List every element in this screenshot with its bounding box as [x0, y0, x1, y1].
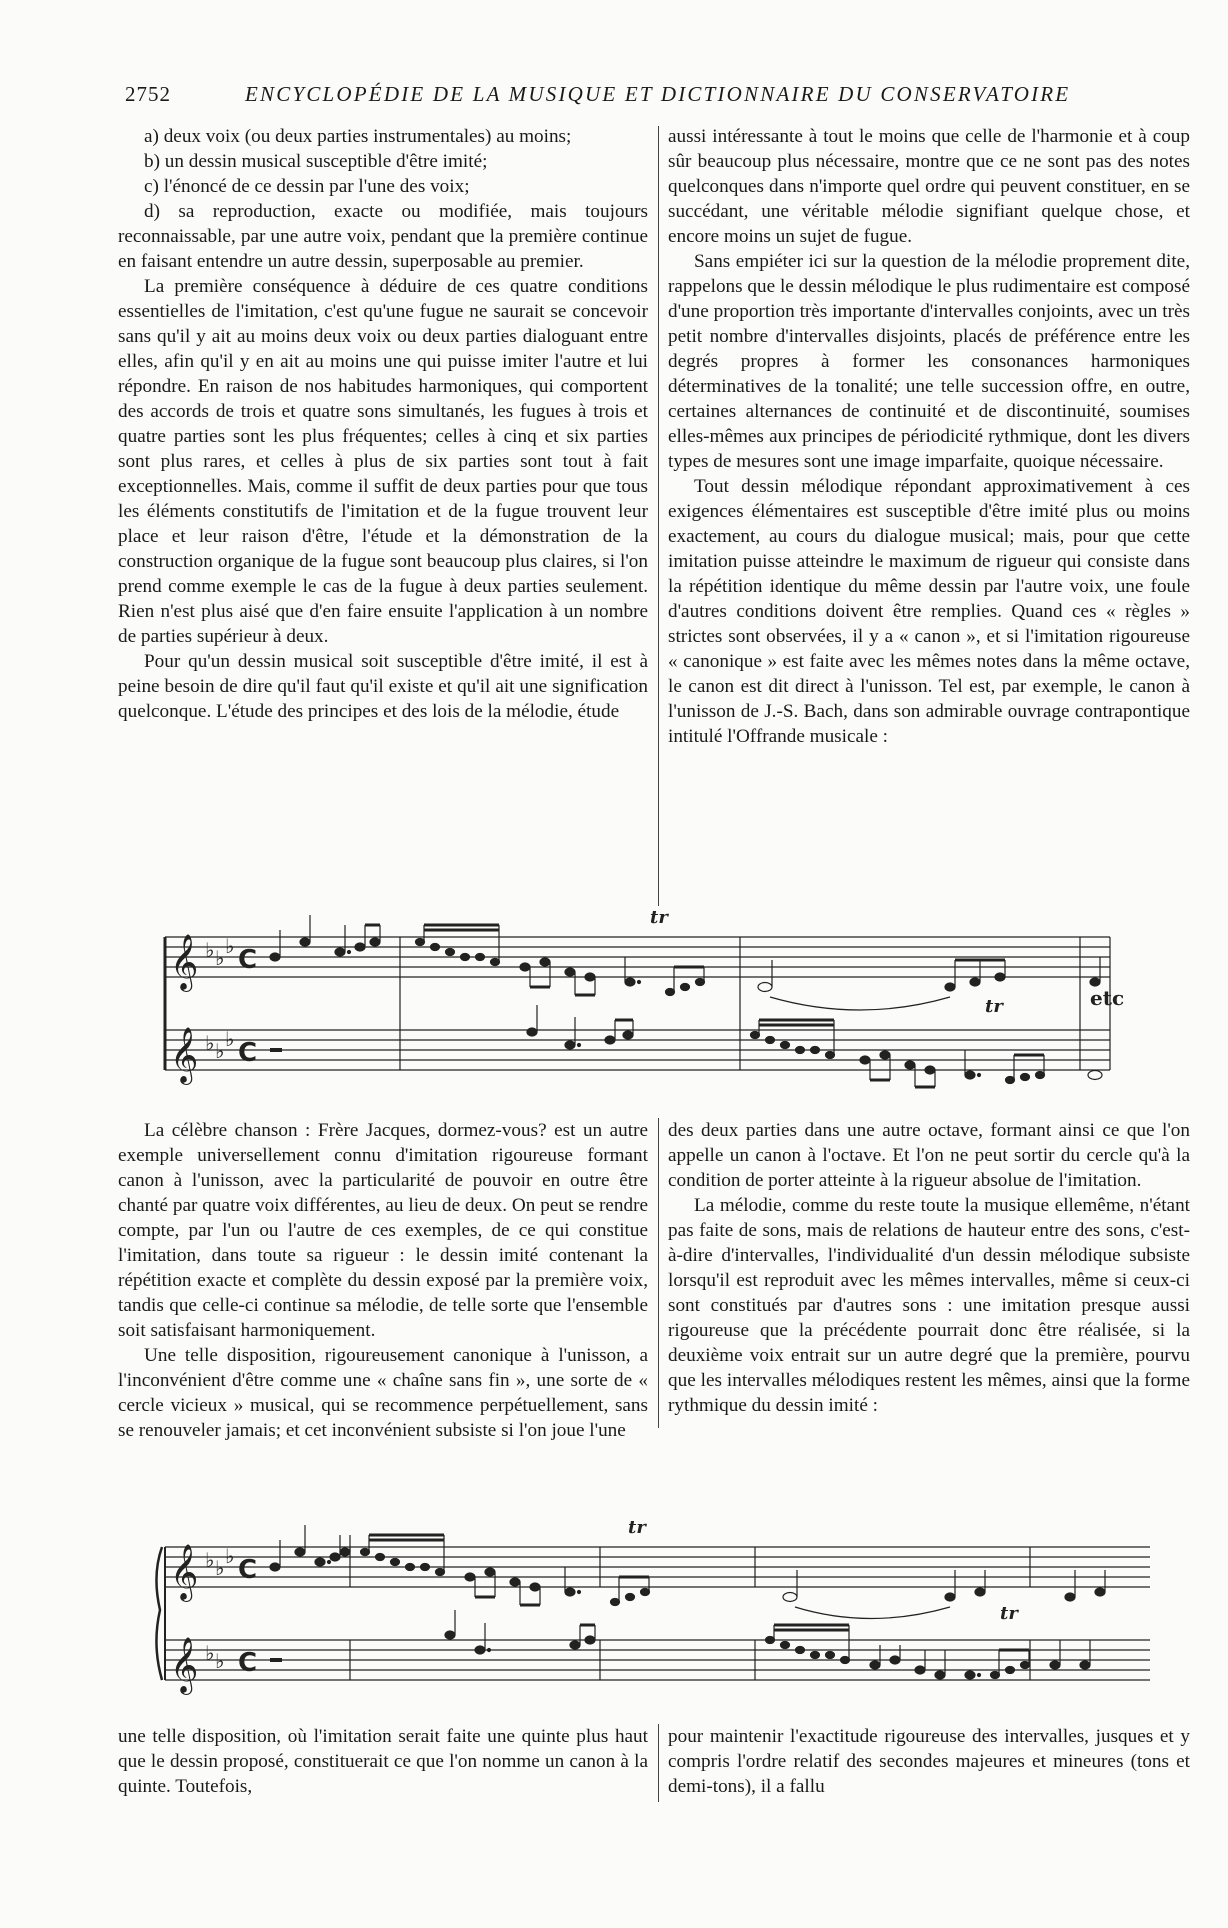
trill-mark: tr [1000, 1603, 1018, 1624]
svg-text:C: C [238, 1038, 258, 1068]
page-header [125, 82, 1071, 108]
svg-text:C: C [238, 1648, 258, 1678]
paragraph: une telle disposition, où l'imitation serait faite une quinte plus haut que le dessin proposé, constituerait ce que l'on nomme un canon à la quinte. Toutefois, [118, 1726, 648, 1797]
paragraph: Sans empiéter ici sur la question de la mélodie proprement dite, rappelons que le dessin mélodique le plus rudimentaire est composé d'une proportion très importante d'intervalles conjoints, avec un très petit nombre d'intervalles disjoints, placés de préférence entre les degrés propres à former les consonances harmoniques déterminatives de la tonalité; une telle succession offre, en outre, certaines alternances de continuité et de discontinuité, soumises elles-mêmes aux principes de périodicité rythmique, dont les divers types de mesures sont une image imparfaite, quoique nécessaire. [668, 251, 1190, 472]
canon-fifth-notation [150, 1515, 1170, 1705]
svg-text:♭: ♭ [205, 1031, 215, 1055]
trill-mark: tr [650, 907, 668, 928]
svg-text:♭: ♭ [215, 946, 225, 970]
page-number: 2752 [125, 82, 171, 106]
paragraph: des deux parties dans une autre octave, formant ainsi ce que l'on appelle un canon à l'octave. Et l'on ne peut sortir du cercle qu'à la condition de porter atteinte à la rigueur absolue de l'imitation. [668, 1120, 1190, 1191]
paragraph: d) sa reproduction, exacte ou modifiée, mais toujours reconnaissable, par une autre voix, pendant que la première continue en faisant entendre un autre dessin, superposable au premier. [118, 201, 648, 272]
column-divider [658, 1724, 659, 1802]
music-score-2 [150, 1515, 1170, 1705]
svg-text:𝄞: 𝄞 [170, 934, 199, 990]
etc-label: etc [1090, 986, 1125, 1010]
svg-text:𝄞: 𝄞 [170, 1027, 199, 1083]
right-column-section-3 [668, 1724, 1190, 1799]
svg-text:♭: ♭ [215, 1039, 225, 1063]
music-score-1 [150, 905, 1170, 1100]
paragraph: La célèbre chanson : Frère Jacques, dormez-vous? est un autre exemple universellement connu d'imitation rigoureuse formant canon à l'unisson, avec la particularité de pouvoir en outre être chanté par quatre voix différentes, au lieu de deux. On peut se rendre compte, par l'un ou l'autre de ces exemples, de ce qui constitue l'imitation, dans toute sa rigueur : le dessin imité contenant la répétition exacte et complète du dessin exposé par la première voix, tandis que celle-ci continue sa mélodie, de telle sorte que l'ensemble soit satisfaisant harmoniquement. [118, 1120, 648, 1341]
left-column-section-3 [118, 1724, 648, 1799]
svg-text:♭: ♭ [225, 1544, 235, 1568]
paragraph: aussi intéressante à tout le moins que celle de l'harmonie et à coup sûr beaucoup plus nécessaire, montre que ce ne sont pas des notes quelconques dans n'importe quel ordre qui peuvent constituer, en se succédant, une véritable mélodie signifiant quelque chose, et encore moins un sujet de fugue. [668, 126, 1190, 247]
paragraph: pour maintenir l'exactitude rigoureuse des intervalles, jusques et y compris l'ordre relatif des secondes majeures et mineures (tons et demi-tons), il a fallu [668, 1726, 1190, 1797]
left-column-section-2 [118, 1118, 648, 1443]
svg-text:C: C [238, 1555, 258, 1585]
paragraph: c) l'énoncé de ce dessin par l'une des voix; [144, 176, 470, 197]
paragraph: Une telle disposition, rigoureusement canonique à l'unisson, a l'inconvénient d'être comme une « chaîne sans fin », une sorte de « cercle vicieux » musical, qui se recommence perpétuellement, sans se renouveler jamais; et cet inconvénient subsiste si l'on joue l'une [118, 1345, 648, 1441]
right-column-section-1 [668, 124, 1190, 749]
svg-text:C: C [238, 945, 258, 975]
trill-mark: tr [985, 996, 1003, 1017]
paragraph: a) deux voix (ou deux parties instrumentales) au moins; [144, 126, 572, 147]
svg-text:♭: ♭ [205, 1548, 215, 1572]
column-divider [658, 126, 659, 906]
svg-text:♭: ♭ [215, 1649, 225, 1673]
trill-mark: tr [628, 1517, 646, 1538]
paragraph: Tout dessin mélodique répondant approximativement à ces exigences élémentaires est susceptible d'être imité plus ou moins exactement, au cours du dialogue musical; mais, pour que cette imitation puisse atteindre le maximum de rigueur qui consiste dans la répétition identique du même dessin par l'autre voix, une foule d'autres conditions doivent être remplies. Quand ces « règles » strictes sont observées, il y a « canon », et si l'imitation rigoureuse « canonique » est faite avec les mêmes notes dans la même octave, le canon est dit direct à l'unisson. Tel est, par exemple, le canon à l'unisson de J.-S. Bach, dans son admirable ouvrage contrapontique intitulé l'Offrande musicale : [668, 476, 1190, 747]
svg-text:𝄞: 𝄞 [170, 1637, 199, 1693]
svg-text:♭: ♭ [205, 938, 215, 962]
paragraph: Pour qu'un dessin musical soit susceptible d'être imité, il est à peine besoin de dire qu'il faut qu'il existe et qu'il ait une signification quelconque. L'étude des principes et des lois de la mélodie, étude [118, 651, 648, 722]
right-column-section-2 [668, 1118, 1190, 1418]
running-title: ENCYCLOPÉDIE DE LA MUSIQUE ET DICTIONNAIRE DU CONSERVATOIRE [245, 82, 1071, 106]
canon-unison-notation [150, 905, 1170, 1100]
svg-text:♭: ♭ [215, 1556, 225, 1580]
svg-text:♭: ♭ [225, 1027, 235, 1051]
paragraph: La mélodie, comme du reste toute la musique ellemême, n'étant pas faite de sons, mais de relations de hauteur entre des sons, c'est-à-dire d'intervalles, l'individualité d'un dessin mélodique subsiste lorsqu'il est reproduit avec les mêmes intervalles, même si ceux-ci sont constitués par d'autres sons : une imitation presque aussi rigoureuse que la précédente pourrait donc être réalisée, si la deuxième voix entrait sur un autre degré que la première, pourvu que les intervalles mélodiques restent les mêmes, ainsi que la forme rythmique du dessin imité : [668, 1195, 1190, 1416]
svg-text:♭: ♭ [225, 934, 235, 958]
svg-text:𝄞: 𝄞 [170, 1544, 199, 1600]
svg-text:♭: ♭ [205, 1641, 215, 1665]
left-column-section-1 [118, 124, 648, 724]
paragraph: La première conséquence à déduire de ces quatre conditions essentielles de l'imitation, c'est qu'une fugue ne saurait se concevoir sans qu'il y ait au moins deux voix ou deux parties dialoguant entre elles, afin qu'il y en ait au moins une qui puisse imiter l'autre et lui répondre. En raison de nos habitudes harmoniques, qui comportent des accords de trois et quatre sons simultanés, les fugues à trois et quatre parties sont les plus fréquentes; celles à cinq et six parties sont plus rares, et celles à plus de six parties sont tout à fait exceptionnelles. Mais, comme il suffit de deux parties pour que tous les éléments constitutifs de l'imitation et de la fugue trouvent leur place et leur raison d'être, l'étude et la démonstration de la construction organique de la fugue sont beaucoup plus claires, si l'on prend comme exemple le cas de la fugue à deux parties seulement. Rien n'est plus aisé que d'en faire ensuite l'application à un nombre de parties supérieur à deux. [118, 276, 648, 647]
paragraph: b) un dessin musical susceptible d'être imité; [144, 151, 488, 172]
column-divider [658, 1118, 659, 1428]
